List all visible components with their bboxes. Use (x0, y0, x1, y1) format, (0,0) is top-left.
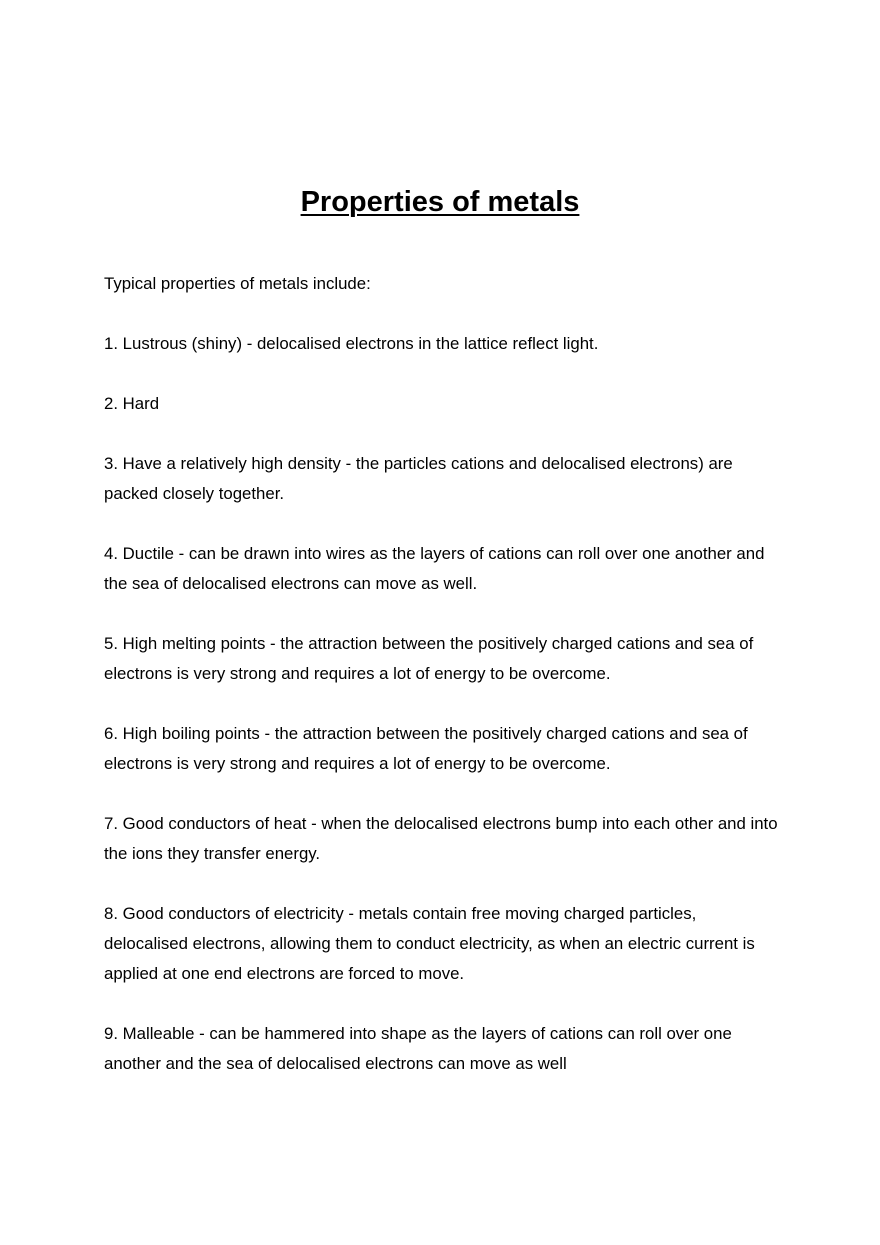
list-item: 8. Good conductors of electricity - metals contain free moving charged particles, delocalised electrons, allowing them to conduct electricity, as when an electric current is applied at one end electrons are forced to move. (104, 904, 755, 983)
list-item: 7. Good conductors of heat - when the delocalised electrons bump into each other and into the ions they transfer energy. (104, 814, 778, 863)
document-body (104, 269, 784, 1109)
list-item: 6. High boiling points - the attraction between the positively charged cations and sea of electrons is very strong and requires a lot of energy to be overcome. (104, 724, 748, 773)
list-item: 1. Lustrous (shiny) - delocalised electrons in the lattice reflect light. (104, 334, 599, 353)
list-item: 9. Malleable - can be hammered into shape as the layers of cations can roll over one another and the sea of delocalised electrons can move as well (104, 1024, 732, 1073)
list-item: 5. High melting points - the attraction between the positively charged cations and sea of electrons is very strong and requires a lot of energy to be overcome. (104, 634, 754, 683)
page-title: Properties of metals (300, 186, 580, 218)
list-item: 2. Hard (104, 394, 160, 413)
list-item: 3. Have a relatively high density - the particles cations and delocalised electrons) are packed closely together. (104, 454, 733, 503)
intro-text: Typical properties of metals include: (104, 274, 371, 293)
list-item: 4. Ductile - can be drawn into wires as the layers of cations can roll over one another and the sea of delocalised electrons can move as well. (104, 544, 765, 593)
